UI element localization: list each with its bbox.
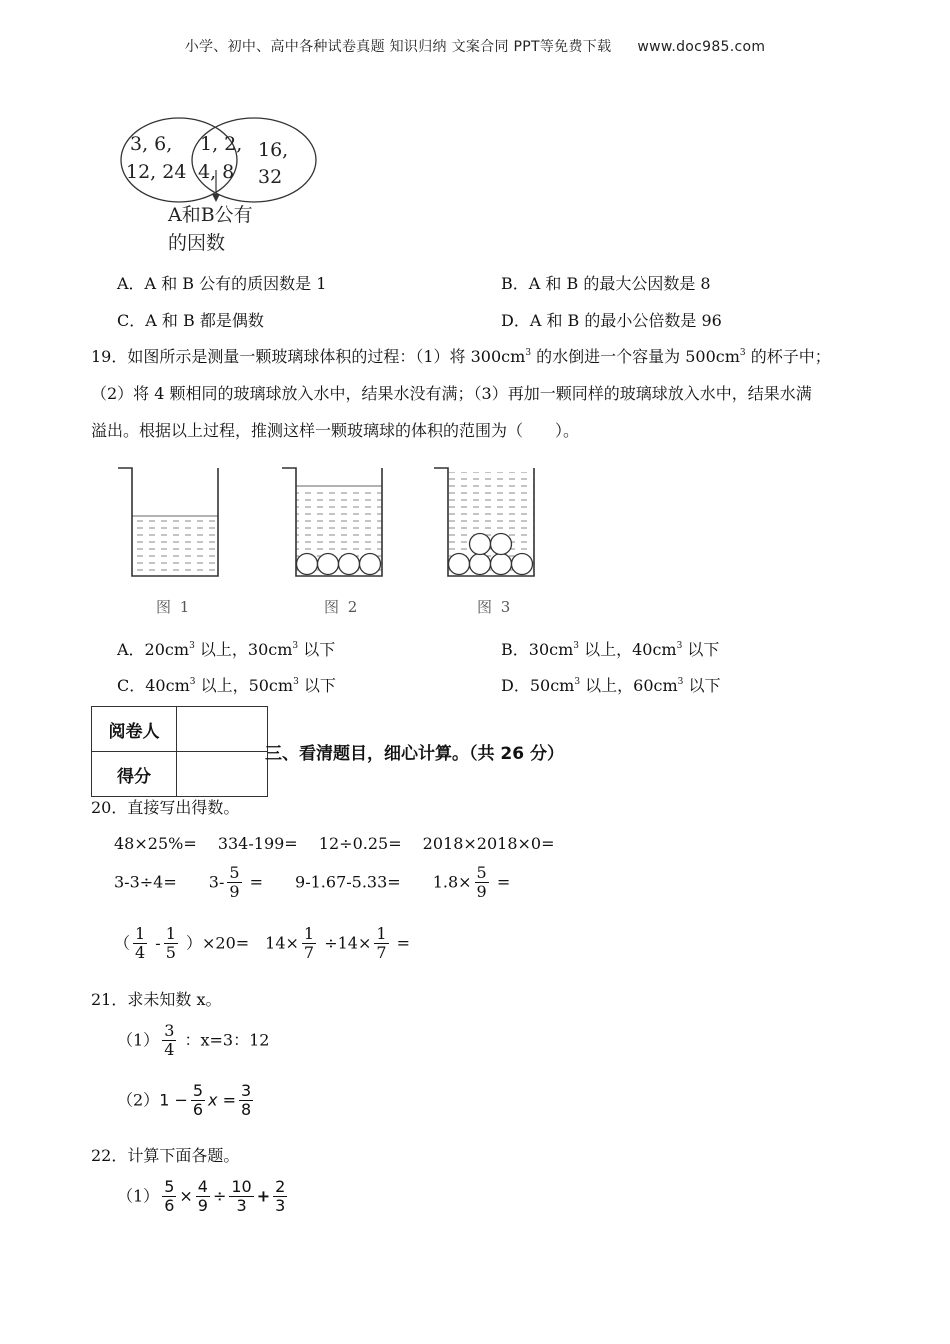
venn-left-2: 12, 24 (126, 161, 187, 183)
score-label: 得分 (92, 752, 177, 797)
beaker-1 (118, 468, 218, 576)
venn-diagram (112, 108, 332, 258)
venn-set-b (192, 118, 316, 202)
beaker-3 (434, 468, 534, 576)
q21-title: 21．求未知数 x。 (91, 990, 222, 1009)
q19-option-d: D．$50cm^3$ 以上，$60cm^3$ 以下 (501, 676, 721, 695)
q18-option-a: A．A 和 B 公有的质因数是 1 (117, 274, 327, 293)
q19-option-c: C．$40cm^3$ 以上，$50cm^3$ 以下 (117, 676, 336, 695)
q18-option-d: D．A 和 B 的最小公倍数是 96 (501, 311, 722, 330)
fig-caption-2: 图 2 (324, 598, 360, 616)
q21-part-2: （2）1 − $\frac{5}{6}$ x = $\frac{3}{8}$ (117, 1081, 252, 1120)
venn-label-2: 的因数 (168, 232, 226, 254)
q19-option-b: B．$30cm^3$ 以上，$40cm^3$ 以下 (501, 640, 720, 659)
venn-right-1: 16, (258, 139, 289, 161)
page-header (0, 36, 950, 56)
q20-row-1: 48×25%= 334-199= 12÷0.25= 2018×2018×0= (114, 834, 555, 853)
venn-left-1: 3, 6, (130, 133, 173, 155)
score-box[interactable] (177, 752, 268, 797)
fig-caption-3: 图 3 (477, 598, 513, 616)
q19-line-2: （2）将 4 颗相同的玻璃球放入水中，结果水没有满；（3）再加一颗同样的玻璃球放入水中，结果水满 (91, 384, 812, 403)
q18-option-c: C．A 和 B 都是偶数 (117, 311, 264, 330)
q22-title: 22．计算下面各题。 (91, 1146, 240, 1165)
q19-option-a: A．$20cm^3$ 以上，$30cm^3$ 以下 (117, 640, 336, 659)
q20-row-2: 3-3÷4= 3- $\frac{5}{9}$ = 9-1.67-5.33= 1.8× $\frac{5}{9}$ = (114, 863, 511, 902)
section-3-title: 三、看清题目，细心计算。（共 26 分） (265, 744, 564, 764)
header-site: www.doc985.com (637, 39, 766, 55)
reviewer-box[interactable] (177, 707, 268, 752)
venn-arrow-head (212, 194, 220, 202)
beaker-2 (282, 468, 382, 576)
q19-line-3: 溢出。根据以上过程，推测这样一颗玻璃球的体积的范围为（ ）。 (91, 421, 580, 440)
q19-line-1: 19．如图所示是测量一颗玻璃球体积的过程：（1）将 $300cm^3$ 的水倒进一个容量为 $500cm^3$ 的杯子中； (91, 347, 831, 366)
venn-mid-2: 4, 8 (198, 161, 235, 183)
reviewer-label: 阅卷人 (92, 707, 177, 752)
header-text: 小学、初中、高中各种试卷真题 知识归纳 文案合同 PPT等免费下载 (184, 39, 612, 55)
q20-title: 20．直接写出得数。 (91, 798, 240, 817)
q20-row-3: （ $\frac{1}{4}$ - $\frac{1}{5}$ ）×20= 14× $\frac{1}{7}$ ÷14× $\frac{1}{7}$ = (114, 924, 411, 963)
q18-option-b: B．A 和 B 的最大公因数是 8 (501, 274, 711, 293)
venn-mid-1: 1, 2, (200, 133, 243, 155)
q22-part-1: （1） $\frac{5}{6}$ × $\frac{4}{9}$ ÷ $\frac{10}{3}$ + $\frac{2}{3}$ (117, 1177, 286, 1216)
fig-caption-1: 图 1 (156, 598, 192, 616)
score-table (91, 706, 268, 797)
venn-label-1: A和B公有 (168, 204, 253, 226)
venn-set-a (121, 118, 237, 202)
venn-right-2: 32 (258, 166, 283, 188)
q21-part-1: （1） $\frac{3}{4}$ ：x=3：12 (117, 1021, 270, 1060)
